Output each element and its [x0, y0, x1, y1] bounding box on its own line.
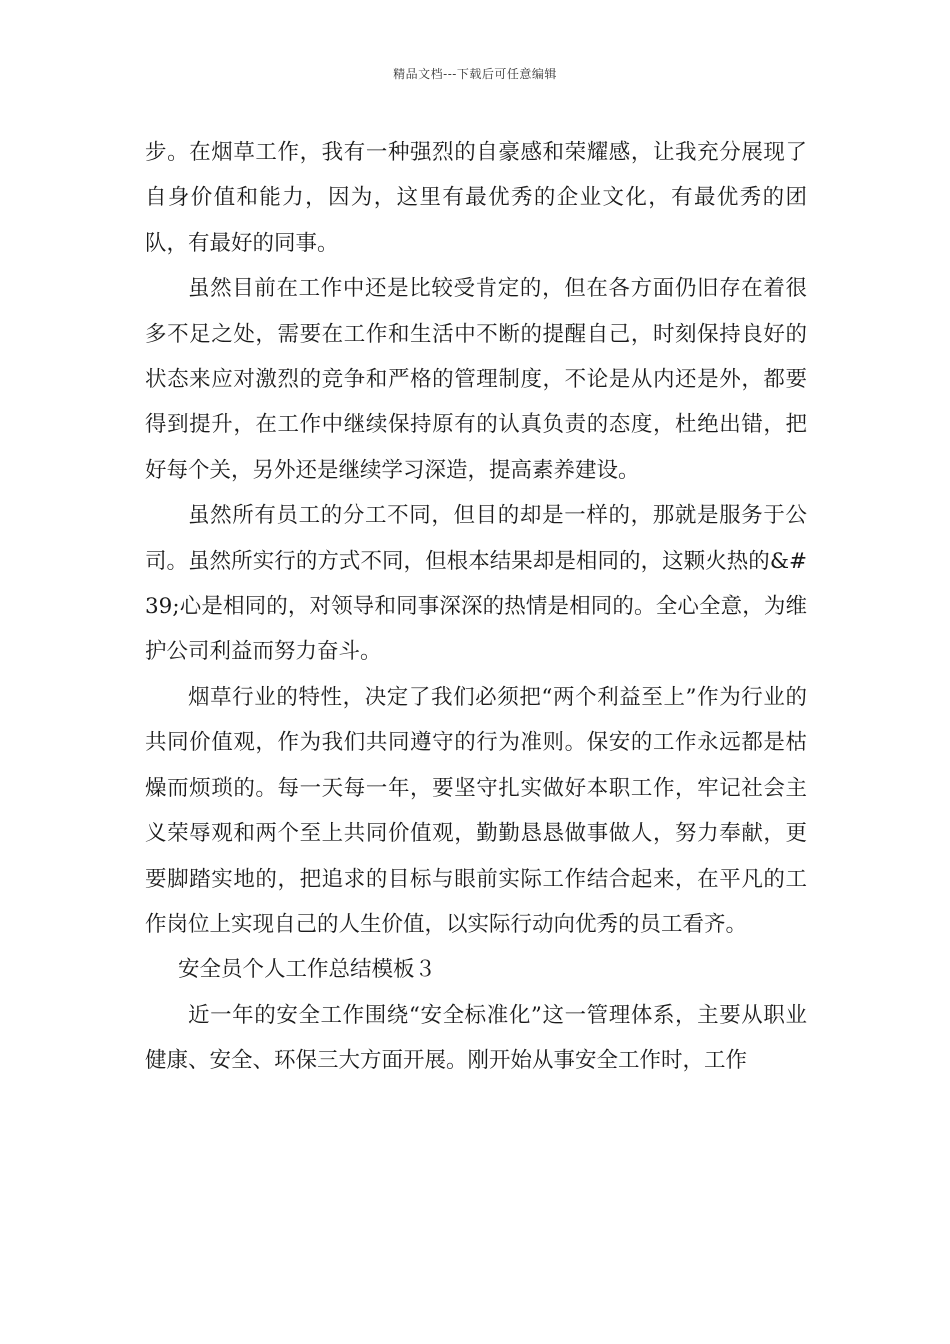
paragraph: 虽然所有员工的分工不同，但目的却是一样的，那就是服务于公司。虽然所实行的方式不同，但根本结果却是相同的，这颗火热的&#39;心是相同的，对领导和同事深深的热情是相同的。全心全意，为维护公司利益而努力奋斗。: [145, 503, 807, 665]
paragraph-continuation: 步。在烟草工作，我有一种强烈的自豪感和荣耀感，让我充分展现了自身价值和能力，因为，这里有最优秀的企业文化，有最优秀的团队，有最好的同事。: [145, 140, 807, 256]
page-header: 精品文档---下载后可任意编辑: [393, 67, 557, 81]
paragraph: 近一年的安全工作围绕“安全标准化”这一管理体系，主要从职业健康、安全、环保三大方面开展。刚开始从事安全工作时，工作: [145, 1002, 807, 1074]
section-heading: 安全员个人工作总结模板３: [178, 957, 437, 983]
paragraph: 烟草行业的特性，决定了我们必须把“两个利益至上”作为行业的共同价值观，作为我们共同遵守的行为准则。保安的工作永远都是枯燥而烦琐的。每一天每一年，要坚守扎实做好本职工作，牢记社会主义荣辱观和两个至上共同价值观，勤勤恳恳做事做人，努力奉献，更要脚踏实地的，把追求的目标与眼前实际工作结合起来，在平凡的工作岗位上实现自己的人生价值，以实际行动向优秀的员工看齐。: [145, 684, 807, 937]
document-body: [145, 130, 807, 1084]
paragraph: 虽然目前在工作中还是比较受肯定的，但在各方面仍旧存在着很多不足之处，需要在工作和生活中不断的提醒自己，时刻保持良好的状态来应对激烈的竞争和严格的管理制度，不论是从内还是外，都要得到提升，在工作中继续保持原有的认真负责的态度，杜绝出错，把好每个关，另外还是继续学习深造，提高素养建设。: [145, 276, 807, 483]
